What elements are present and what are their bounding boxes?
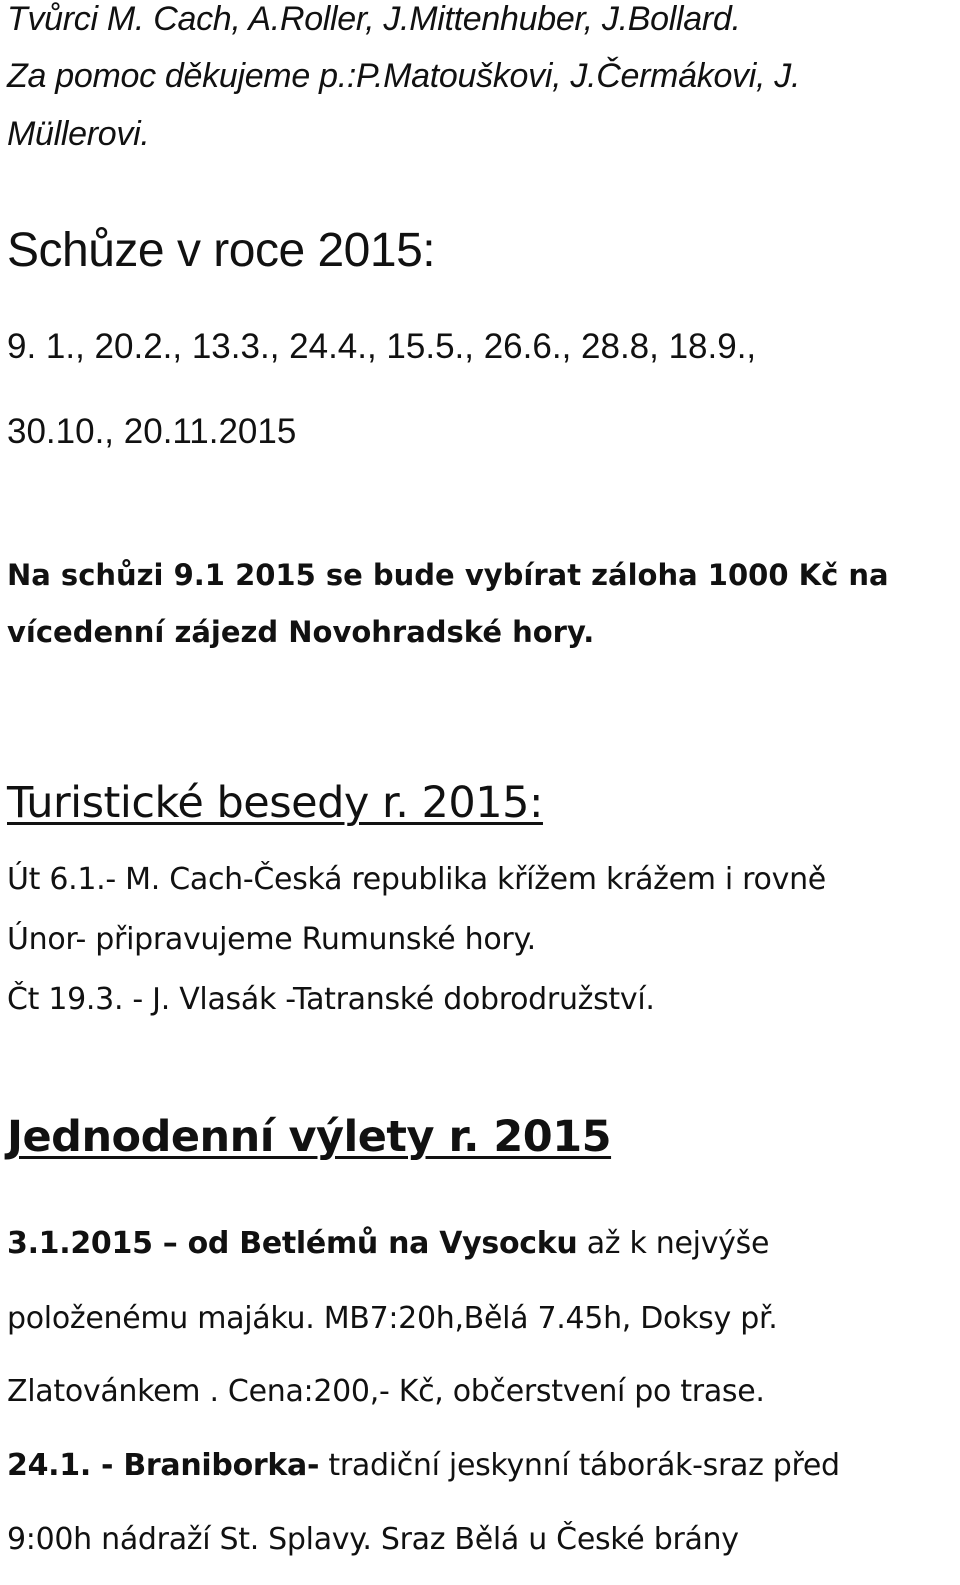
deposit-note-line-1: Na schůzi 9.1 2015 se bude vybírat záloha 1000 Kč na [7, 558, 889, 592]
credits-line-1: Tvůrci M. Cach, A.Roller, J.Mittenhuber, J.Bollard. [7, 0, 741, 38]
meetings-heading: Schůze v roce 2015: [7, 224, 436, 277]
talks-heading: Turistické besedy r. 2015: [7, 778, 543, 828]
meetings-dates-line-1: 9. 1., 20.2., 13.3., 24.4., 15.5., 26.6., 28.8, 18.9., [7, 327, 757, 366]
talks-item-2: Únor- připravujeme Rumunské hory. [7, 922, 536, 957]
deposit-note-line-2: vícedenní zájezd Novohradské hory. [7, 615, 595, 649]
talks-item-3: Čt 19.3. - J. Vlasák -Tatranské dobrodružství. [7, 982, 655, 1017]
trip-1-title: 3.1.2015 – od Betlémů na Vysocku [7, 1226, 578, 1261]
meetings-dates-line-2: 30.10., 20.11.2015 [7, 412, 297, 451]
trip-2-title-rest: tradiční jeskynní táborák-sraz před [319, 1448, 840, 1483]
trip-1-title-rest: až k nejvýše [577, 1226, 770, 1261]
credits-line-2: Za pomoc děkujeme p.:P.Matouškovi, J.Čermákovi, J. [7, 57, 801, 95]
talks-item-1: Út 6.1.- M. Cach-Česká republika křížem krážem i rovně [7, 862, 826, 897]
trip-1-line-1 [7, 1226, 769, 1261]
trips-heading: Jednodenní výlety r. 2015 [7, 1112, 612, 1162]
trip-2-title: 24.1. - Braniborka- [7, 1448, 320, 1483]
trip-1-line-3: Zlatovánkem . Cena:200,- Kč, občerstvení po trase. [7, 1374, 765, 1409]
trip-1-line-2: položenému majáku. MB7:20h,Bělá 7.45h, Doksy př. [7, 1301, 778, 1336]
trip-2-line-1 [7, 1448, 840, 1483]
trip-2-line-2: 9:00h nádraží St. Splavy. Sraz Bělá u České brány [7, 1522, 739, 1557]
credits-line-3: Müllerovi. [7, 115, 150, 153]
